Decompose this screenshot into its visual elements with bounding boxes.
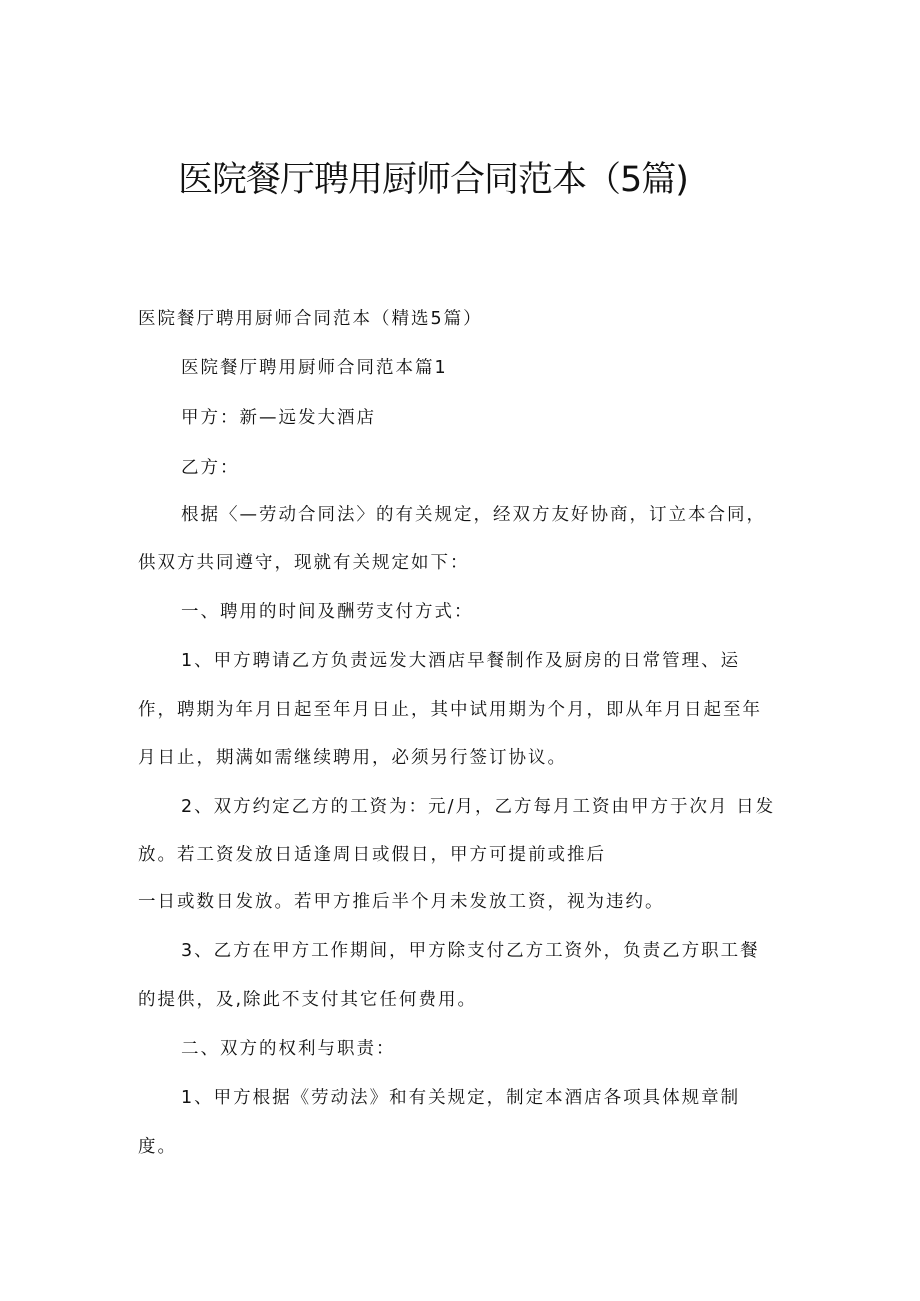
paragraph-line: 度。 [138, 1137, 177, 1157]
paragraph-line: 根据〈—劳动合同法〉的有关规定，经双方友好协商，订立本合同， [181, 505, 766, 525]
paragraph-line: 月日止，期满如需继续聘用，必须另行签订协议。 [138, 748, 567, 768]
party-a: 甲方：新—远发大酒店 [181, 408, 376, 428]
party-b: 乙方： [181, 458, 240, 478]
paragraph-line: 放。若工资发放日适逢周日或假日，甲方可提前或推后 [138, 845, 606, 865]
paragraph-line: 3、乙方在甲方工作期间，甲方除支付乙方工资外，负责乙方职工餐 [181, 941, 760, 961]
clause-heading: 二、双方的权利与职责： [181, 1039, 396, 1059]
paragraph-line: 2、双方约定乙方的工资为：元/月，乙方每月工资由甲方于次月 日发 [181, 797, 776, 817]
clause-heading: 一、聘用的时间及酬劳支付方式： [181, 602, 474, 622]
document-title: 医院餐厅聘用厨师合同范本（5篇) [178, 160, 688, 200]
paragraph-line: 1、甲方根据《劳动法》和有关规定，制定本酒店各项具体规章制 [181, 1088, 741, 1108]
paragraph-line: 一日或数日发放。若甲方推后半个月未发放工资，视为违约。 [138, 892, 665, 912]
document-subtitle: 医院餐厅聘用厨师合同范本（精选5篇） [138, 309, 483, 329]
section-heading: 医院餐厅聘用厨师合同范本篇1 [181, 358, 448, 378]
paragraph-line: 作，聘期为年月日起至年月日止，其中试用期为个月，即从年月日起至年 [138, 700, 762, 720]
paragraph-line: 的提供，及,除此不支付其它任何费用。 [138, 990, 478, 1010]
paragraph-line: 供双方共同遵守，现就有关规定如下： [138, 553, 470, 573]
paragraph-line: 1、甲方聘请乙方负责远发大酒店早餐制作及厨房的日常管理、运 [181, 651, 741, 671]
